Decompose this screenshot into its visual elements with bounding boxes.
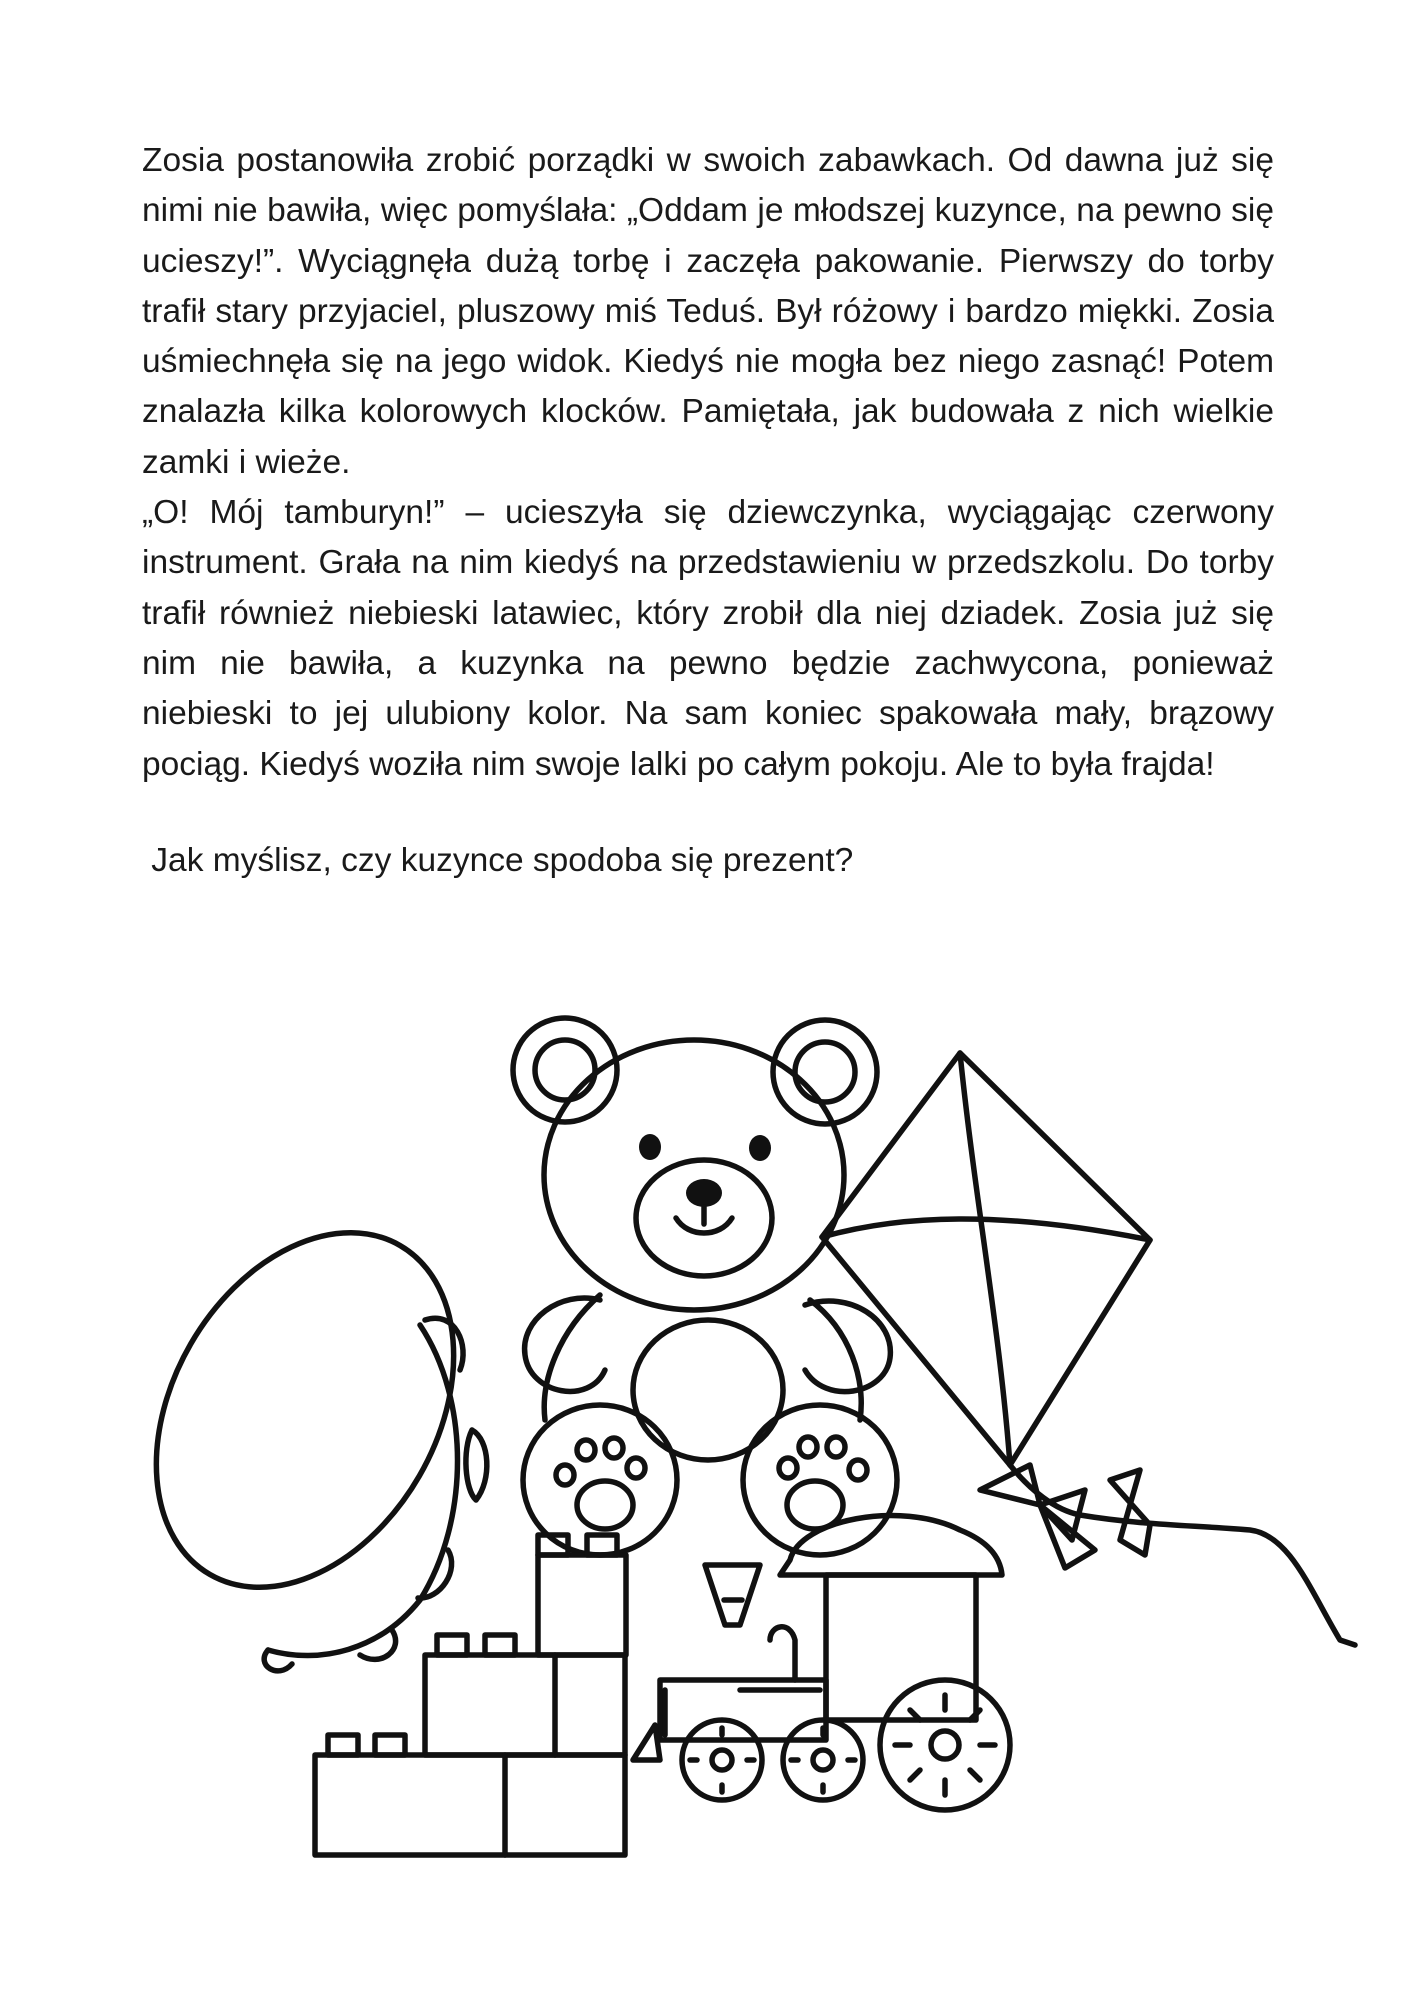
teddy-bear-drawing [513,1018,897,1555]
toys-coloring-illustration [0,980,1414,1920]
story-question: Jak myślisz, czy kuzynce spodoba się prezent? [142,842,854,879]
toy-train-drawing [633,1516,1010,1810]
kite-drawing [822,1053,1355,1645]
story-text [142,136,1274,790]
tambourine-drawing [96,1179,515,1670]
story-paragraph-2: „O! Mój tamburyn!” – ucieszyła się dziewczynka, wyciągając czerwony instrument. Grała na nim kiedyś na przedstawieniu w przedszkolu. Do torby trafił również niebieski latawiec, który zrobił dla niej dziadek. Zosia już się nim nie bawiła, a kuzynka na pewno będzie zachwycona, ponieważ niebieski to jej ulubiony kolor. Na sam koniec spakowała mały, brązowy pociąg. Kiedyś woziła nim swoje lalki po całym pokoju. Ale to była frajda! [142,494,1274,783]
story-paragraph-1: Zosia postanowiła zrobić porządki w swoich zabawkach. Od dawna już się nimi nie bawiła, więc pomyślała: „Oddam je młodszej kuzynce, na pewno się ucieszy!”. Wyciągnęła dużą torbę i zaczęła pakowanie. Pierwszy do torby trafił stary przyjaciel, pluszowy miś Teduś. Był różowy i bardzo miękki. Zosia uśmiechnęła się na jego widok. Kiedyś nie mogła bez niego zasnąć! Potem znalazła kilka kolorowych klocków. Pamiętała, jak budowała z nich wielkie zamki i wieże. [142,142,1274,481]
toy-blocks-drawing [315,1535,626,1855]
